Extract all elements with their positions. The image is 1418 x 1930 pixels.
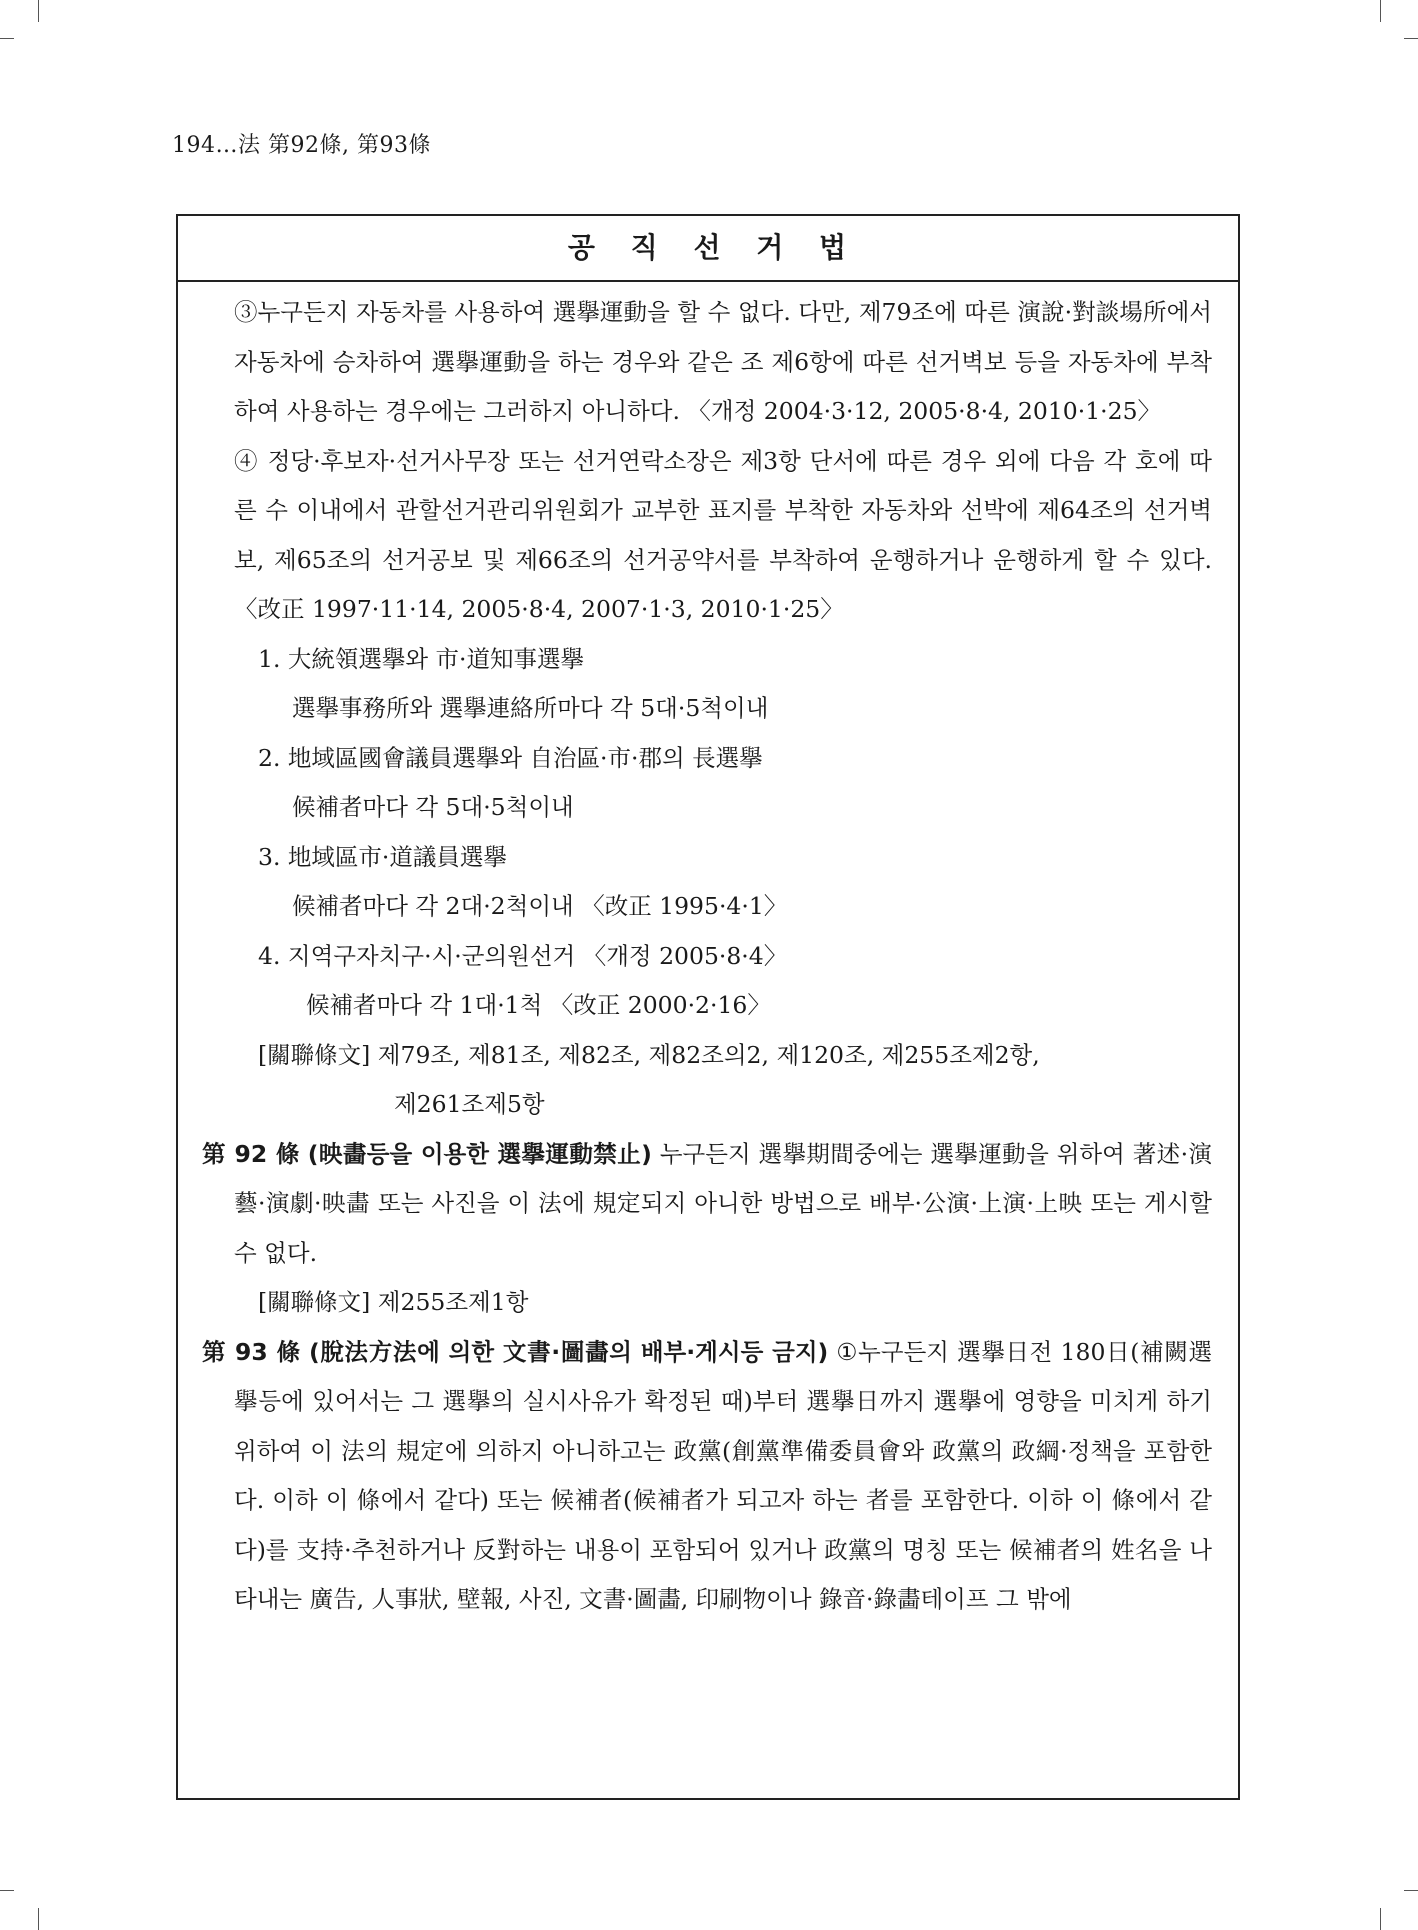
law-text-box xyxy=(176,214,1240,1800)
paragraph-3: ③누구든지 자동차를 사용하여 選擧運動을 할 수 없다. 다만, 제79조에 따른 演說·對談場所에서 자동차에 승차하여 選擧運動을 하는 경우와 같은 조 제6항에 따른 선거벽보 등을 자동차에 부착하여 사용하는 경우에는 그러하지 아니하다. 〈개정 2004·3·12, 2005·8·4, 2010·1·25〉 xyxy=(234,298,1212,425)
item-3-detail: 候補者마다 각 2대·2척이내 〈改正 1995·4·1〉 xyxy=(292,892,788,920)
article-93 xyxy=(202,1328,1212,1625)
crop-mark xyxy=(0,1890,14,1891)
crop-mark xyxy=(1404,1890,1418,1891)
related-articles-1-cont: 제261조제5항 xyxy=(394,1090,545,1118)
crop-mark xyxy=(0,38,14,39)
article-92-number: 第 92 條 xyxy=(202,1139,300,1168)
article-93-text: ①누구든지 選擧日전 180日(補闕選擧등에 있어서는 그 選擧의 실시사유가 확정된 때)부터 選擧日까지 選擧에 영향을 미치게 하기 위하여 이 法의 規定에 의하지 아니하고는 政黨(創黨準備委員會와 政黨의 政綱·정책을 포함한다. 이하 이 條에서 같다) 또는 候補者(候補者가 되고자 하는 者를 포함한다. 이하 이 條에서 같다)를 支持·추천하거나 反對하는 내용이 포함되어 있거나 政黨의 명칭 또는 候補者의 姓名을 나타내는 廣告, 人事狀, 壁報, 사진, 文書·圖畵, 印刷物이나 錄音·錄畵테이프 그 밖에 xyxy=(234,1337,1212,1613)
paragraph-4: ④ 정당·후보자·선거사무장 또는 선거연락소장은 제3항 단서에 따른 경우 외에 다음 각 호에 따른 수 이내에서 관할선거관리위원회가 교부한 표지를 부착한 자동차와 선박에 제64조의 선거벽보, 제65조의 선거공보 및 제66조의 선거공약서를 부착하여 운행하거나 운행하게 할 수 있다. 〈改正 1997·11·14, 2005·8·4, 2007·1·3, 2010·1·25〉 xyxy=(234,446,1212,623)
item-1-detail: 選擧事務所와 選擧連絡所마다 각 5대·5척이내 xyxy=(292,694,769,722)
page-header: 194…法 第92條, 第93條 xyxy=(172,133,431,158)
crop-mark xyxy=(38,1908,39,1930)
crop-mark xyxy=(1380,0,1381,22)
article-92-title: (映畵등을 이용한 選擧運動禁止) xyxy=(307,1139,652,1168)
article-92-text: 누구든지 選擧期間중에는 選擧運動을 위하여 著述·演藝·演劇·映畵 또는 사진을 이 法에 規定되지 아니한 방법으로 배부·公演·上演·上映 또는 게시할 수 없다. xyxy=(234,1139,1212,1267)
item-3-heading: 3. 地域區市·道議員選擧 xyxy=(258,842,507,871)
article-92 xyxy=(202,1130,1212,1279)
law-content xyxy=(178,282,1238,1798)
related-articles-1: [關聯條文] 제79조, 제81조, 제82조, 제82조의2, 제120조, 제255조제2항, xyxy=(258,1040,1040,1069)
item-1-heading: 1. 大統領選擧와 市·道知事選擧 xyxy=(258,644,585,673)
item-4-detail: 候補者마다 각 1대·1척 〈改正 2000·2·16〉 xyxy=(306,991,771,1019)
related-articles-2: [關聯條文] 제255조제1항 xyxy=(258,1288,529,1316)
crop-mark xyxy=(1380,1908,1381,1930)
item-4-heading: 4. 지역구자치구·시·군의원선거 〈개정 2005·8·4〉 xyxy=(258,941,788,970)
crop-mark xyxy=(38,0,39,22)
article-93-number: 第 93 條 xyxy=(202,1337,301,1366)
box-title: 공 직 선 거 법 xyxy=(178,216,1238,282)
crop-mark xyxy=(1404,38,1418,39)
item-2-heading: 2. 地域區國會議員選擧와 自治區·市·郡의 長選擧 xyxy=(258,743,763,772)
article-93-title: (脫法方法에 의한 文書·圖畵의 배부·게시등 금지) xyxy=(308,1337,829,1366)
item-2-detail: 候補者마다 각 5대·5척이내 xyxy=(292,793,574,821)
